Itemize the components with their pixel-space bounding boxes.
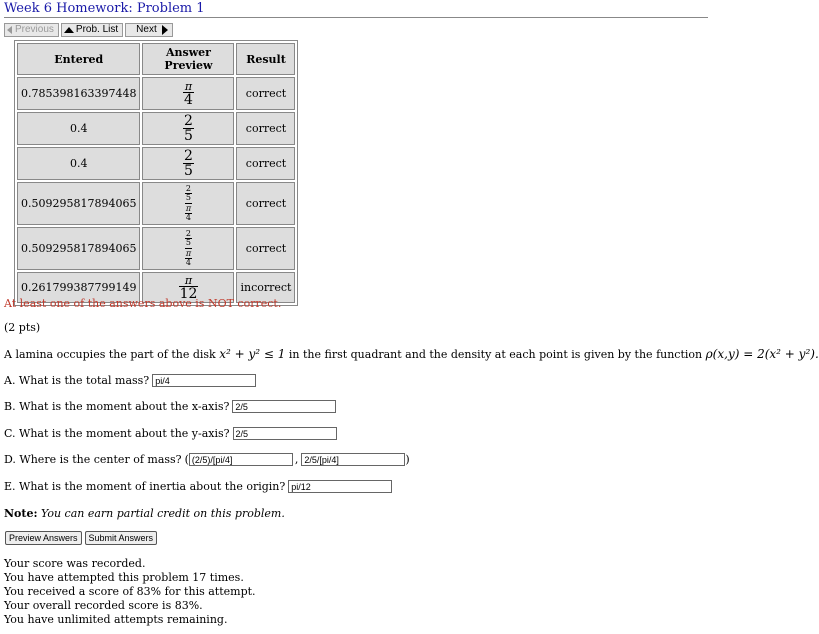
header-entered: Entered [17,43,140,75]
fraction: $\frac{\frac{2}{5}}{\frac{\pi}{4}}$ [185,184,192,222]
answer-preview [142,77,234,110]
question-b-input[interactable] [232,400,336,413]
answer-preview [142,112,234,145]
table-header-row [17,43,295,75]
question-a-input[interactable] [152,374,256,387]
problem-statement [4,347,819,361]
next-button[interactable] [125,23,173,37]
problem-nav [4,23,173,37]
table-row [17,227,295,270]
result-status: correct [236,77,295,110]
question-a [4,374,256,387]
result-status: correct [236,112,295,145]
partial-credit-note [4,507,285,520]
density-expression: ρ(x,y) = 2(x² + y²). [705,347,819,361]
preview-answers-button[interactable]: Preview Answers [5,531,82,545]
right-arrow-icon [162,25,168,35]
incorrect-warning: At least one of the answers above is NOT correct. [4,297,282,310]
question-d [4,453,410,466]
answer-preview [142,182,234,225]
status-line: You have unlimited attempts remaining. [4,613,228,626]
problem-list-label: Prob. List [75,24,119,35]
entered-value: 0.4 [17,112,140,145]
problem-intro: A lamina occupies the part of the disk [4,348,216,361]
question-e-label: E. What is the moment of inertia about the origin? [4,480,286,493]
result-status: correct [236,227,295,270]
fraction: $\frac{\frac{2}{5}}{\frac{\pi}{4}}$ [185,229,192,267]
question-d-label: D. Where is the center of mass? [4,453,182,466]
score-status [4,557,256,627]
attempt-results-table [14,40,298,306]
open-paren: ( [184,453,189,466]
note-text: You can earn partial credit on this problem. [41,507,285,520]
entered-value: 0.261799387799149 [17,272,140,303]
previous-button[interactable] [4,23,59,37]
problem-list-button[interactable] [61,23,123,37]
table-row [17,147,295,180]
header-result: Result [236,43,295,75]
fraction: $\frac{2}{5}$ [184,148,193,179]
question-e [4,480,392,493]
table-row [17,77,295,110]
title-divider [4,17,708,18]
table-row [17,112,295,145]
left-arrow-icon [7,26,12,34]
note-label: Note: [4,507,38,520]
question-b-label: B. What is the moment about the x-axis? [4,400,230,413]
page-title: Week 6 Homework: Problem 1 [4,1,205,16]
status-line: You have attempted this problem 17 times. [4,571,244,584]
disk-expression: x² + y² ≤ 1 [219,347,286,361]
table-row [17,182,295,225]
result-status: incorrect [236,272,295,303]
question-e-input[interactable] [288,480,392,493]
entered-value: 0.509295817894065 [17,227,140,270]
question-c-input[interactable] [233,427,337,440]
question-d-input-y[interactable] [301,453,405,466]
submit-answers-button[interactable]: Submit Answers [85,531,158,545]
answer-preview [142,227,234,270]
next-label: Next [136,24,157,35]
question-b [4,400,336,413]
result-status: correct [236,147,295,180]
entered-value: 0.509295817894065 [17,182,140,225]
entered-value: 0.4 [17,147,140,180]
answer-buttons [5,531,157,545]
status-line: You received a score of 83% for this attempt. [4,585,256,598]
question-d-input-x[interactable] [189,453,293,466]
question-c [4,427,337,440]
points-value: (2 pts) [4,321,41,334]
status-line: Your overall recorded score is 83%. [4,599,203,612]
result-status: correct [236,182,295,225]
answer-preview [142,147,234,180]
entered-value: 0.785398163397448 [17,77,140,110]
fraction: $\frac{2}{5}$ [184,113,193,144]
comma: , [294,453,299,466]
previous-label: Previous [15,24,54,35]
problem-middle: in the first quadrant and the density at each point is given by the function [288,348,703,361]
up-arrow-icon [64,27,74,33]
status-line: Your score was recorded. [4,557,146,570]
question-a-label: A. What is the total mass? [4,374,150,387]
question-c-label: C. What is the moment about the y-axis? [4,427,230,440]
fraction: $\frac{\pi}{4}$ [184,79,193,108]
header-answer-preview: Answer Preview [142,43,234,75]
fraction: $\frac{\pi}{12}$ [179,273,198,302]
close-paren: ) [405,453,410,466]
